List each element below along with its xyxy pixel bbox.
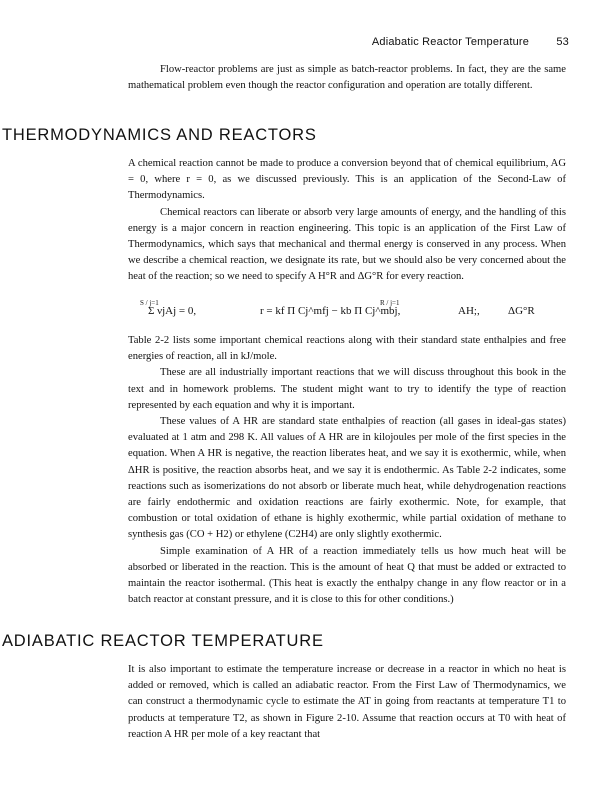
gibbs-symbol: ΔG°R: [508, 305, 535, 317]
section2-body: [128, 662, 566, 743]
section1-body-b: [128, 333, 566, 608]
section1-body-a: [128, 156, 566, 286]
intro-paragraph-block: [128, 62, 566, 94]
sum-limits: S / j=1: [140, 299, 159, 307]
equation-line: [140, 297, 570, 331]
section1-paragraph-3: Table 2-2 lists some important chemical reactions along with their standard state enthalpies and free energies of reaction, all in kJ/mole.: [128, 335, 566, 363]
section2-paragraph-1: It is also important to estimate the temperature increase or decrease in a reactor in which no heat is added or removed, which is called an adiabatic reactor. From the First Law of Thermodynamics, we can construct a thermodynamic cycle to estimate the AT in going from reactants at temperature T1 to products at temperature T2, as shown in Figure 2-10. Assume that reaction occurs at T0 with heat of reaction A HR per mole of a key reactant that: [128, 664, 566, 740]
product-limits: R / j=1: [380, 299, 400, 307]
section-heading-adiabatic: ADIABATIC REACTOR TEMPERATURE: [2, 632, 324, 650]
enthalpy-symbol: AH;,: [458, 305, 480, 317]
section-heading-thermodynamics: THERMODYNAMICS AND REACTORS: [2, 126, 317, 144]
section1-paragraph-1: A chemical reaction cannot be made to produce a conversion beyond that of chemical equilibrium, AG = 0, where r = 0, as we discussed previously. This is an application of the Second-Law of Thermodynamics.: [128, 158, 566, 202]
page-number: 53: [556, 36, 569, 48]
running-title: Adiabatic Reactor Temperature: [371, 36, 530, 48]
section1-paragraph-2: Chemical reactors can liberate or absorb very large amounts of energy, and the handling of this energy is a major concern in reaction engineering. This topic is an application of the First Law of Thermodynamics, which says that mechanical and thermal energy is conserved in any process. When we describe a chemical reaction, we designate its rate, but we should also be very concerned about the heat of the reaction; so we need to specify A H°R and ΔG°R for every reaction.: [128, 206, 566, 283]
sum-equation: Σ νjAj = 0,: [148, 305, 197, 317]
rate-equation: r = kf Π Cj^mfj − kb Π Cj^mbj,: [260, 305, 401, 317]
running-header: [372, 36, 569, 48]
section1-paragraph-5: These values of A HR are standard state enthalpies of reaction (all gases in ideal-gas states) evaluated at 1 atm and 298 K. All values of A HR are in kilojoules per mole of the first species in the equation. When A HR is negative, the reaction liberates heat, and we say it is exothermic, while, when ΔHR is positive, the reaction absorbs heat, and we say it is endothermic. As Table 2-2 indicates, some reactions such as isomerizations do not absorb or liberate much heat, while dehydrogenation reactions are fairly endothermic and oxidation reactions are fairly exothermic. Note, for example, that combustion or total oxidation of ethane is highly exothermic, while partial oxidation of methane to synthesis gas (CO + H2) or ethylene (C2H4) are only slightly exothermic.: [128, 416, 566, 541]
section1-paragraph-6: Simple examination of A HR of a reaction immediately tells us how much heat will be absorbed or liberated in the reaction. This is the amount of heat Q that must be added or extracted to maintain the reactor isothermal. (This heat is exactly the enthalpy change in any flow reactor or in a batch reactor at constant pressure, and it is close to this for other conditions.): [128, 545, 566, 606]
intro-paragraph: Flow-reactor problems are just as simple as batch-reactor problems. In fact, they are the same mathematical problem even though the reactor configuration and operation are totally different.: [128, 64, 566, 92]
section1-paragraph-4: These are all industrially important reactions that we will discuss throughout this book in the text and in homework problems. The student might want to try to identify the type of reaction represented by each equation and why it is important.: [128, 367, 566, 411]
